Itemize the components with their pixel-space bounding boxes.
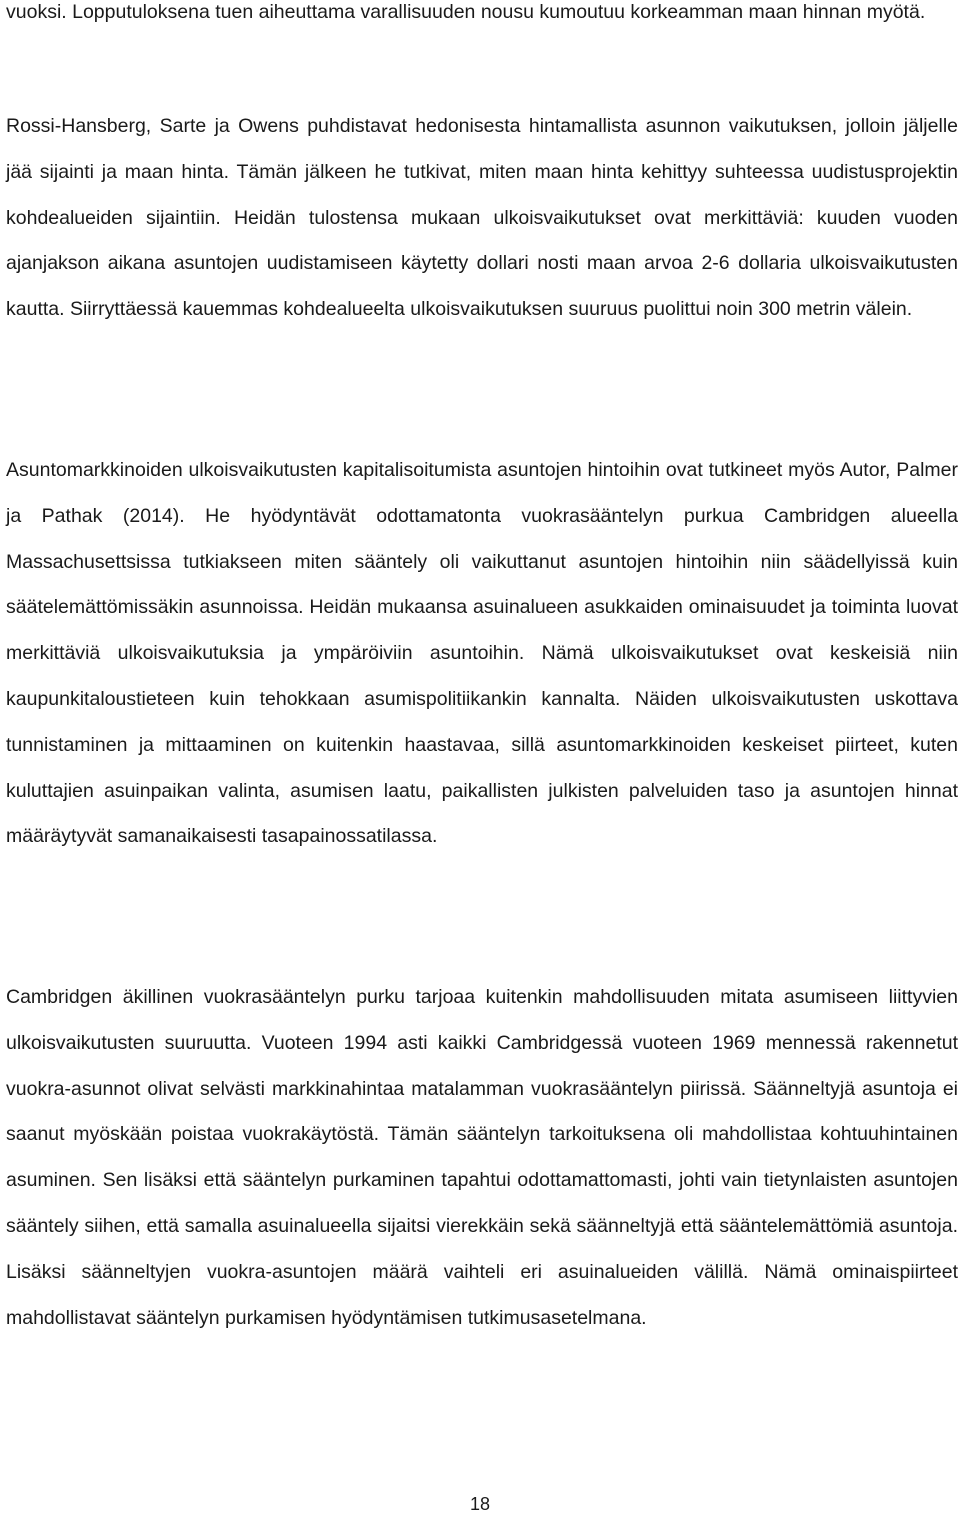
paragraph-2: Rossi-Hansberg, Sarte ja Owens puhdistavat hedonisesta hintamallista asunnon vaikutuksen, jolloin jäljelle jää sijainti ja maan hinta. Tämän jälkeen he tutkivat, miten maan hinta kehittyy suhteessa uudistusprojektin kohdealueiden sijaintiin. Heidän tulostensa mukaan ulkoisvaikutukset ovat merkittäviä: kuuden vuoden ajanjakson aikana asuntojen uudistamiseen käytetty dollari nosti maan arvoa 2-6 dollaria ulkoisvaikutusten kautta. Siirryttäessä kauemmas kohdealueelta ulkoisvaikutuksen suuruus puolittui noin 300 metrin välein. — [6, 115, 958, 321]
paragraph-1: vuoksi. Lopputuloksena tuen aiheuttama varallisuuden nousu kumoutuu korkeamman maan hinnan myötä. — [6, 1, 926, 23]
paragraph-4: Cambridgen äkillinen vuokrasääntelyn purku tarjoaa kuitenkin mahdollisuuden mitata asumiseen liittyvien ulkoisvaikutusten suuruutta. Vuoteen 1994 asti kaikki Cambridgessä vuoteen 1969 mennessä rakennetut vuokra-asunnot olivat selvästi markkinahintaa matalamman vuokrasääntelyn piirissä. Säänneltyjä asuntoja ei saanut myöskään poistaa vuokrakäytöstä. Tämän sääntelyn tarkoituksena oli mahdollistaa kohtuuhintainen asuminen. Sen lisäksi että sääntelyn purkaminen tapahtui odottamattomasti, johti vain tietynlaisten asuntojen sääntely siihen, että samalla asuinalueella sijaitsi vierekkäin sekä säänneltyjä että sääntelemättömiä asuntoja. Lisäksi säänneltyjen vuokra-asuntojen määrä vaihteli eri asuinalueiden välillä. Nämä ominaispiirteet mahdollistavat sääntelyn purkamisen hyödyntämisen tutkimusasetelmana. — [6, 986, 958, 1329]
page-number: 18 — [469, 1494, 491, 1514]
paragraph-3: Asuntomarkkinoiden ulkoisvaikutusten kapitalisoitumista asuntojen hintoihin ovat tutkineet myös Autor, Palmer ja Pathak (2014). He hyödyntävät odottamatonta vuokrasääntelyn purkua Cambridgen alueella Massachusettsissa tutkiakseen miten sääntely oli vaikuttanut asuntojen hintoihin niin säädellyissä kuin säätelemättömissäkin asunnoissa. Heidän mukaansa asuinalueen asukkaiden ominaisuudet ja toiminta luovat merkittäviä ulkoisvaikutuksia ja ympäröiviin asuntoihin. Nämä ulkoisvaikutukset ovat keskeisiä niin kaupunkitaloustieteen kuin tehokkaan asumispolitiikankin kannalta. Näiden ulkoisvaikutusten uskottava tunnistaminen ja mittaaminen on kuitenkin haastavaa, sillä asuntomarkkinoiden keskeiset piirteet, kuten kuluttajien asuinpaikan valinta, asumisen laatu, paikallisten julkisten palveluiden taso ja asuntojen hinnat määräytyvät samanaikaisesti tasapainossatilassa. — [6, 459, 958, 848]
